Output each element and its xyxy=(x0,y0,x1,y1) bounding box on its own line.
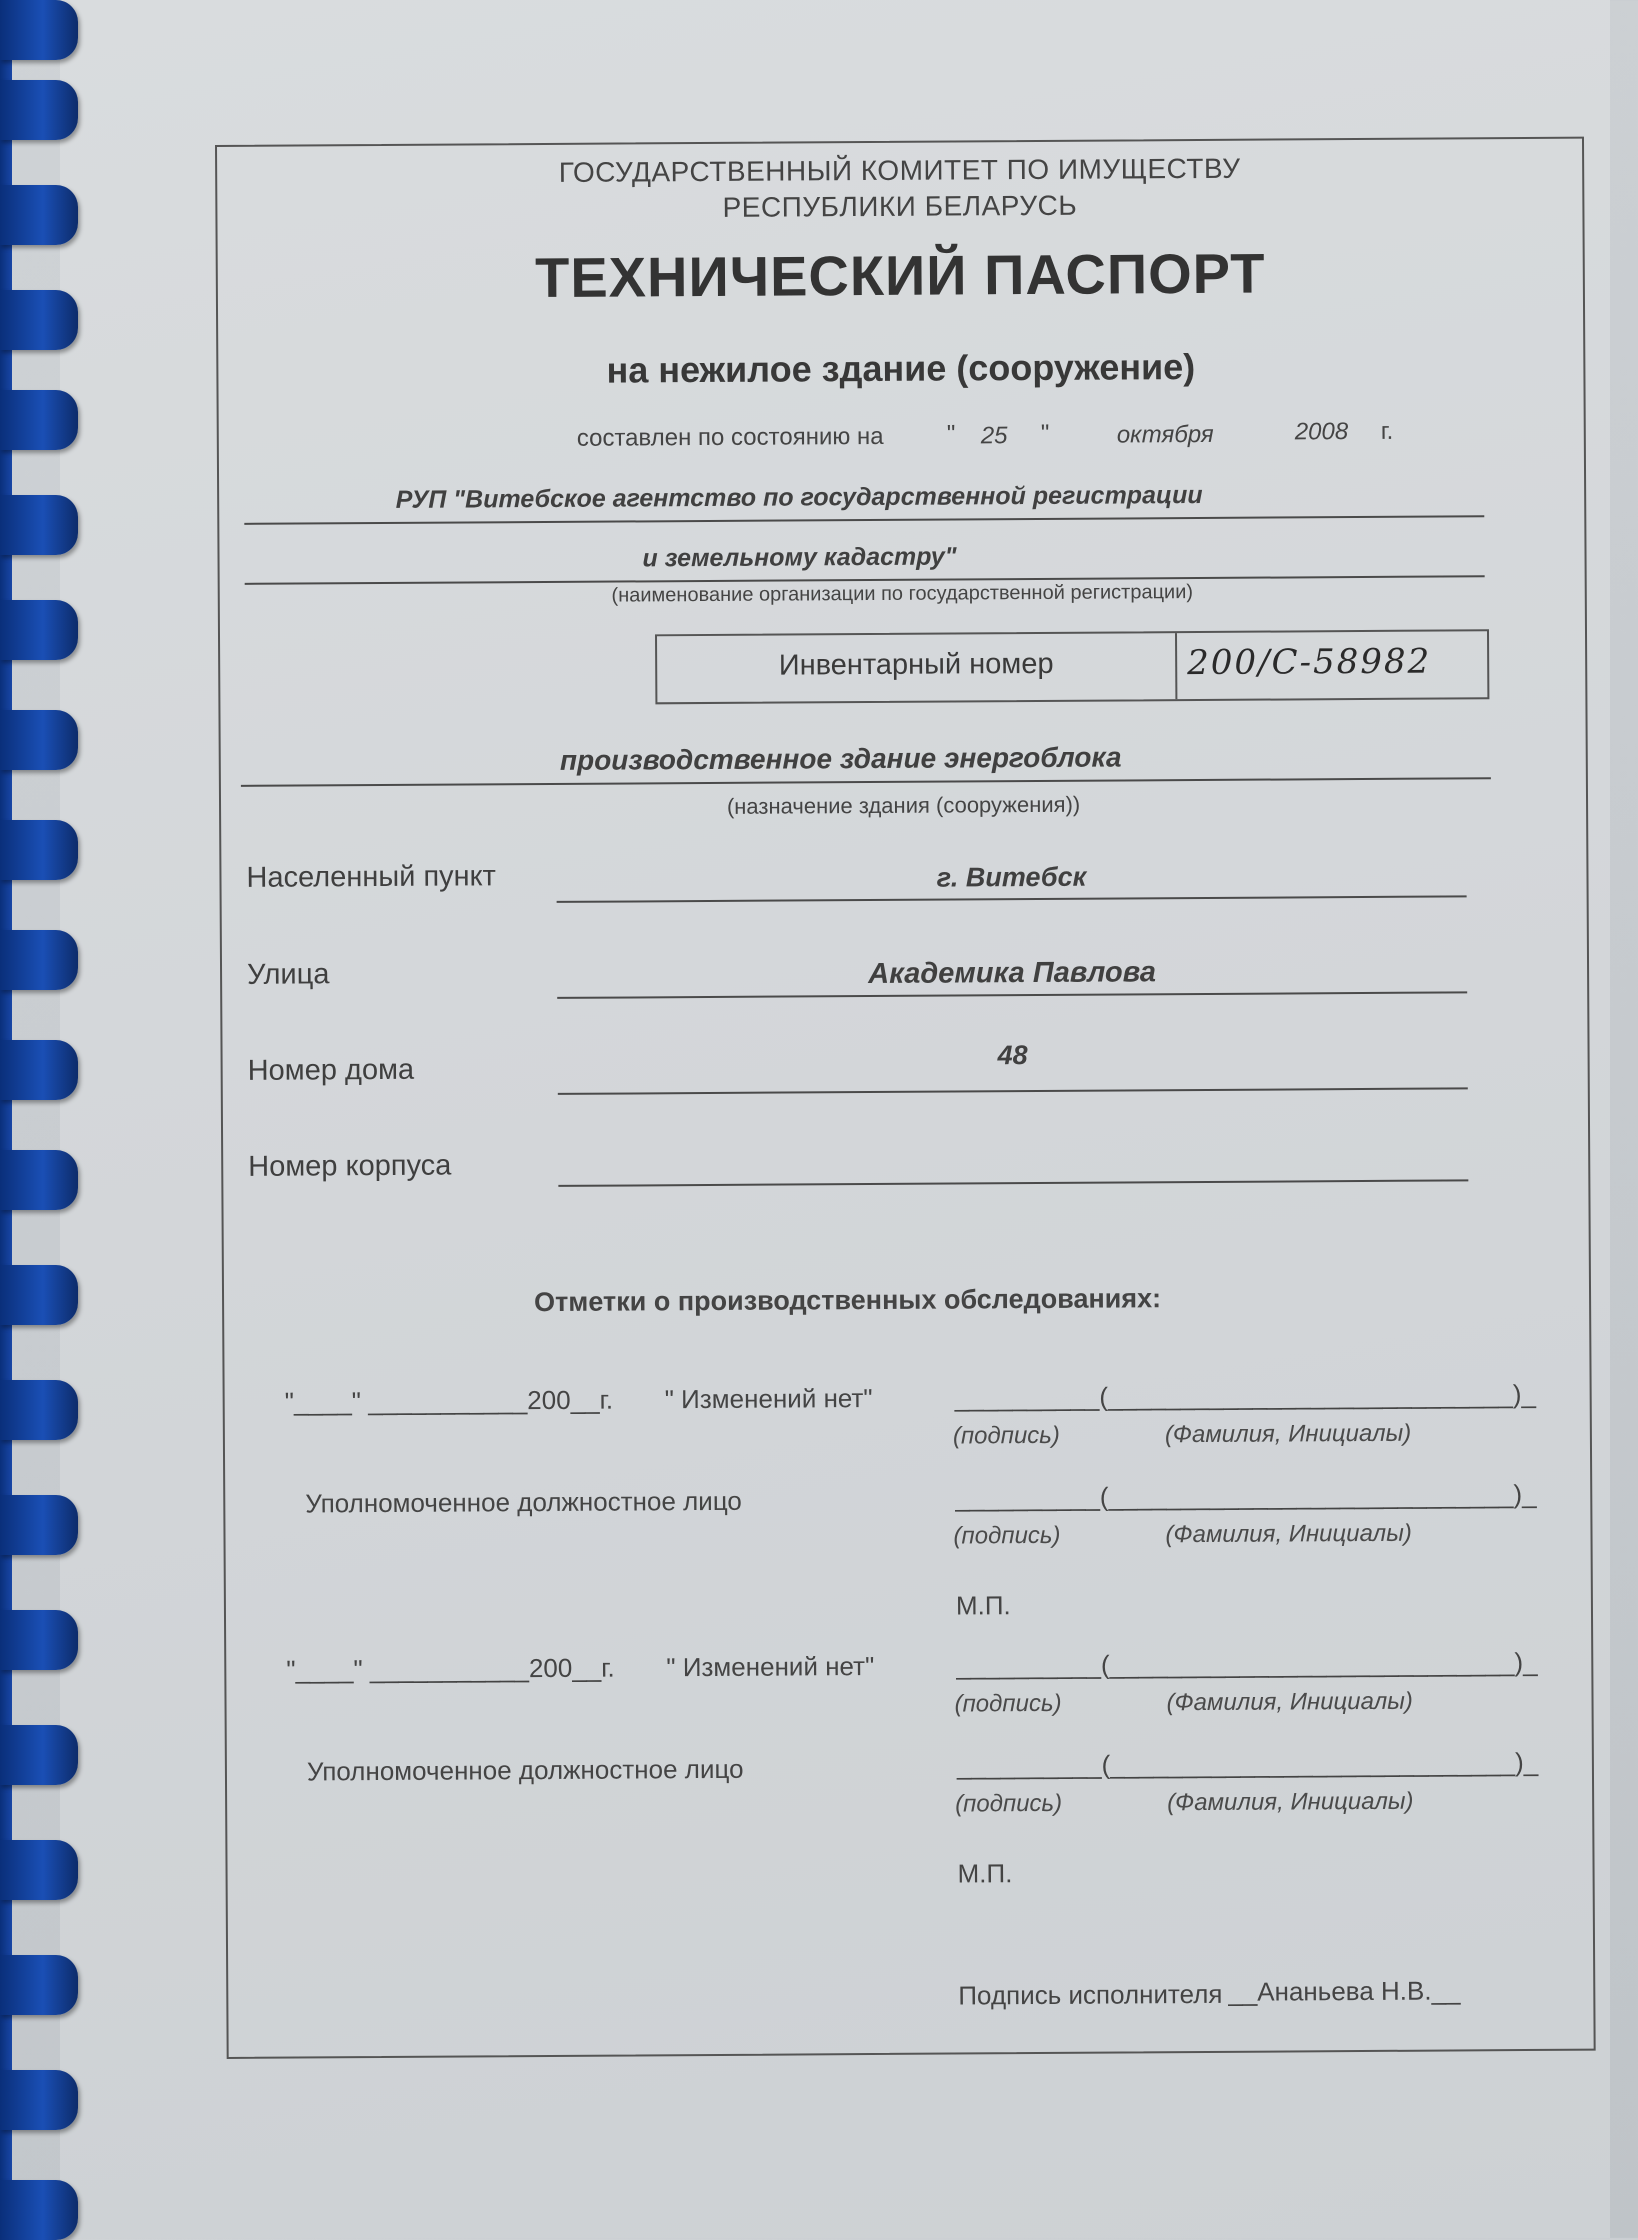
inspection-2-no-changes: " Изменений нет" xyxy=(666,1651,875,1683)
executor-signature-label: Подпись исполнителя xyxy=(958,1978,1223,2011)
state-date-year-suffix: г. xyxy=(1380,417,1394,445)
organization-line-1: РУП "Витебское агентство по государственной регистрации xyxy=(395,480,1203,514)
purpose-caption: (назначение здания (сооружения)) xyxy=(726,791,1081,819)
binding-ring xyxy=(0,930,78,990)
inspection-1-official-name-caption: (Фамилия, Инициалы) xyxy=(1165,1519,1412,1549)
building-number-underline xyxy=(558,1179,1468,1187)
binding-ring xyxy=(0,600,78,660)
inspection-1-official-signature-line: __________(____________________________)_ xyxy=(955,1478,1537,1513)
settlement-underline xyxy=(557,895,1467,903)
executor-signature-value: __Ананьева Н.В.__ xyxy=(1228,1975,1461,2007)
inspection-1-stamp: М.П. xyxy=(955,1590,1011,1621)
passport-frame xyxy=(215,137,1596,2059)
inventory-label: Инвентарный номер xyxy=(778,647,1054,682)
inspection-1-date: "____" ___________200__г. xyxy=(284,1384,614,1417)
organization-line-2: и земельному кадастру" xyxy=(642,542,957,573)
binding-ring xyxy=(0,2070,78,2130)
binding-ring xyxy=(0,1840,78,1900)
inspection-2-stamp: М.П. xyxy=(957,1858,1013,1889)
state-date-day: 25 xyxy=(980,422,1008,450)
binding-ring xyxy=(0,710,78,770)
house-number-underline xyxy=(558,1087,1468,1095)
building-number-label: Номер корпуса xyxy=(248,1149,452,1183)
state-date-year: 2008 xyxy=(1294,418,1349,446)
building-number-value xyxy=(558,1143,1468,1149)
document-title: ТЕХНИЧЕСКИЙ ПАСПОРТ xyxy=(534,241,1266,310)
inspection-1-official-label: Уполномоченное должностное лицо xyxy=(305,1485,742,1519)
binding-ring xyxy=(0,290,78,350)
committee-line-1: ГОСУДАРСТВЕННЫЙ КОМИТЕТ ПО ИМУЩЕСТВУ xyxy=(558,152,1241,188)
organization-underline-1 xyxy=(244,515,1484,525)
binding-ring xyxy=(0,80,78,140)
binding-ring xyxy=(0,1495,78,1555)
inspections-heading: Отметки о производственных обследованиях: xyxy=(533,1283,1162,1318)
inventory-box xyxy=(655,629,1489,704)
date-quote-close: " xyxy=(1040,419,1050,447)
inspection-1-no-changes: " Изменений нет" xyxy=(664,1383,873,1415)
binding-ring xyxy=(0,1380,78,1440)
purpose-underline xyxy=(241,777,1491,787)
binding-ring xyxy=(0,820,78,880)
state-date-month: октября xyxy=(1116,420,1214,449)
inspection-2-date: "____" ___________200__г. xyxy=(286,1652,615,1685)
spiral-binding xyxy=(0,0,90,2238)
inspection-2-signature-caption: (подпись) xyxy=(954,1689,1062,1718)
binding-ring xyxy=(0,1725,78,1785)
inspection-2-signature-line: __________(____________________________)_ xyxy=(956,1646,1538,1681)
inspection-2-official-signature-caption: (подпись) xyxy=(955,1789,1063,1818)
binding-ring xyxy=(0,1265,78,1325)
binding-ring xyxy=(0,1955,78,2015)
street-label: Улица xyxy=(246,958,330,991)
date-quote-open: " xyxy=(946,420,956,448)
street-underline xyxy=(557,991,1467,999)
inventory-number: 200/С-58982 xyxy=(1187,641,1432,684)
binding-ring xyxy=(0,1610,78,1670)
organization-caption: (наименование организации по государственной регистрации) xyxy=(611,581,1194,607)
settlement-value: г. Витебск xyxy=(936,861,1087,893)
inspection-2-official-signature-line: __________(____________________________)_ xyxy=(956,1746,1539,1781)
binding-ring xyxy=(0,185,78,245)
binding-ring xyxy=(0,390,78,450)
building-purpose: производственное здание энергоблока xyxy=(559,741,1122,776)
binding-ring xyxy=(0,1040,78,1100)
inspection-1-signature-caption: (подпись) xyxy=(952,1421,1060,1450)
inspection-1-name-caption: (Фамилия, Инициалы) xyxy=(1164,1419,1412,1449)
inspection-2-official-label: Уполномоченное должностное лицо xyxy=(306,1753,744,1787)
street-value: Академика Павлова xyxy=(868,956,1157,991)
inspection-2-official-name-caption: (Фамилия, Инициалы) xyxy=(1167,1787,1414,1817)
binding-ring xyxy=(0,1150,78,1210)
binding-ring xyxy=(0,0,78,60)
inspection-2-name-caption: (Фамилия, Инициалы) xyxy=(1166,1687,1413,1717)
binding-ring xyxy=(0,495,78,555)
inspection-1-official-signature-caption: (подпись) xyxy=(953,1521,1061,1550)
committee-line-2: РЕСПУБЛИКИ БЕЛАРУСЬ xyxy=(722,189,1078,223)
inventory-divider xyxy=(1175,633,1177,699)
settlement-label: Населенный пункт xyxy=(246,860,497,894)
state-date-label: составлен по состоянию на xyxy=(576,422,884,452)
binding-ring xyxy=(0,2180,78,2240)
document-subtitle: на нежилое здание (сооружение) xyxy=(606,346,1196,391)
house-number-value: 48 xyxy=(997,1040,1028,1071)
house-number-label: Номер дома xyxy=(247,1053,415,1087)
inspection-1-signature-line: __________(____________________________)_ xyxy=(954,1378,1537,1413)
